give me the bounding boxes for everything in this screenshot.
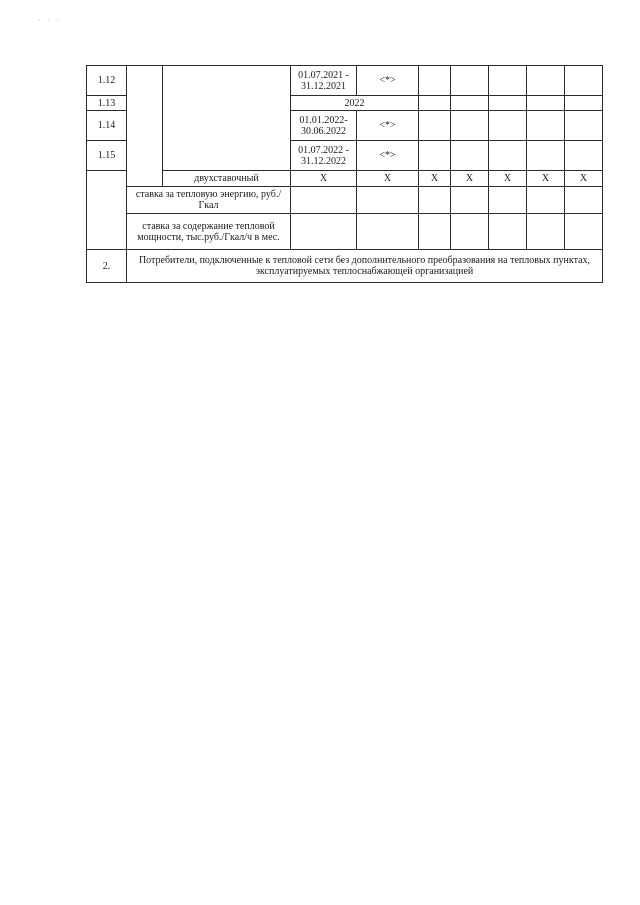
empty-cell [489, 214, 527, 250]
row-number: 1.12 [87, 66, 127, 96]
empty-cell [419, 187, 451, 214]
table-row [87, 66, 603, 96]
x-mark: X [357, 171, 419, 187]
row-number: 1.13 [87, 96, 127, 111]
value-cell: <*> [357, 141, 419, 171]
year-cell: 2022 [291, 96, 419, 111]
empty-cell [419, 66, 451, 96]
empty-cell [291, 214, 357, 250]
empty-cell [565, 96, 603, 111]
energy-rate-label: ставка за тепловую энергию, руб./Гкал [127, 187, 291, 214]
empty-cell [527, 187, 565, 214]
empty-cell [451, 96, 489, 111]
row-number: 1.14 [87, 111, 127, 141]
x-mark: X [451, 171, 489, 187]
section-number: 2. [87, 250, 127, 283]
empty-cell [419, 214, 451, 250]
table-row [87, 171, 603, 187]
empty-cell [451, 141, 489, 171]
empty-cell [565, 214, 603, 250]
empty-cell [565, 66, 603, 96]
two-part-label: двухставочный [163, 171, 291, 187]
empty-cell [565, 141, 603, 171]
empty-cell [451, 111, 489, 141]
period-cell: 01.01.2022- 30.06.2022 [291, 111, 357, 141]
empty-cell [163, 66, 291, 171]
value-cell: <*> [357, 111, 419, 141]
empty-cell [489, 96, 527, 111]
empty-cell [527, 96, 565, 111]
empty-cell [489, 141, 527, 171]
x-mark: X [565, 171, 603, 187]
empty-cell [291, 187, 357, 214]
empty-cell [565, 111, 603, 141]
empty-cell [451, 66, 489, 96]
table-row [87, 187, 603, 214]
x-mark: X [419, 171, 451, 187]
empty-cell [419, 141, 451, 171]
empty-cell [357, 187, 419, 214]
period-cell: 01.07.2021 - 31.12.2021 [291, 66, 357, 96]
empty-cell [527, 66, 565, 96]
empty-cell [527, 141, 565, 171]
empty-cell [527, 214, 565, 250]
tariff-table [86, 65, 603, 283]
table-row [87, 214, 603, 250]
period-cell: 01.07.2022 - 31.12.2022 [291, 141, 357, 171]
section-row [87, 250, 603, 283]
empty-cell [419, 111, 451, 141]
empty-cell [87, 171, 127, 250]
empty-cell [419, 96, 451, 111]
empty-cell [527, 111, 565, 141]
value-cell: <*> [357, 66, 419, 96]
empty-cell [127, 66, 163, 187]
empty-cell [489, 111, 527, 141]
scan-artifact-mark: . . . [38, 14, 62, 22]
x-mark: X [291, 171, 357, 187]
empty-cell [565, 187, 603, 214]
empty-cell [451, 214, 489, 250]
empty-cell [451, 187, 489, 214]
empty-cell [357, 214, 419, 250]
row-number: 1.15 [87, 141, 127, 171]
x-mark: X [527, 171, 565, 187]
capacity-rate-label: ставка за содержание тепловой мощности, тыс.руб./Гкал/ч в мес. [127, 214, 291, 250]
empty-cell [489, 187, 527, 214]
empty-cell [489, 66, 527, 96]
x-mark: X [489, 171, 527, 187]
section-heading: Потребители, подключенные к тепловой сети без дополнительного преобразования на тепловых пунктах, эксплуатируемых теплоснабжающей организацией [127, 250, 603, 283]
